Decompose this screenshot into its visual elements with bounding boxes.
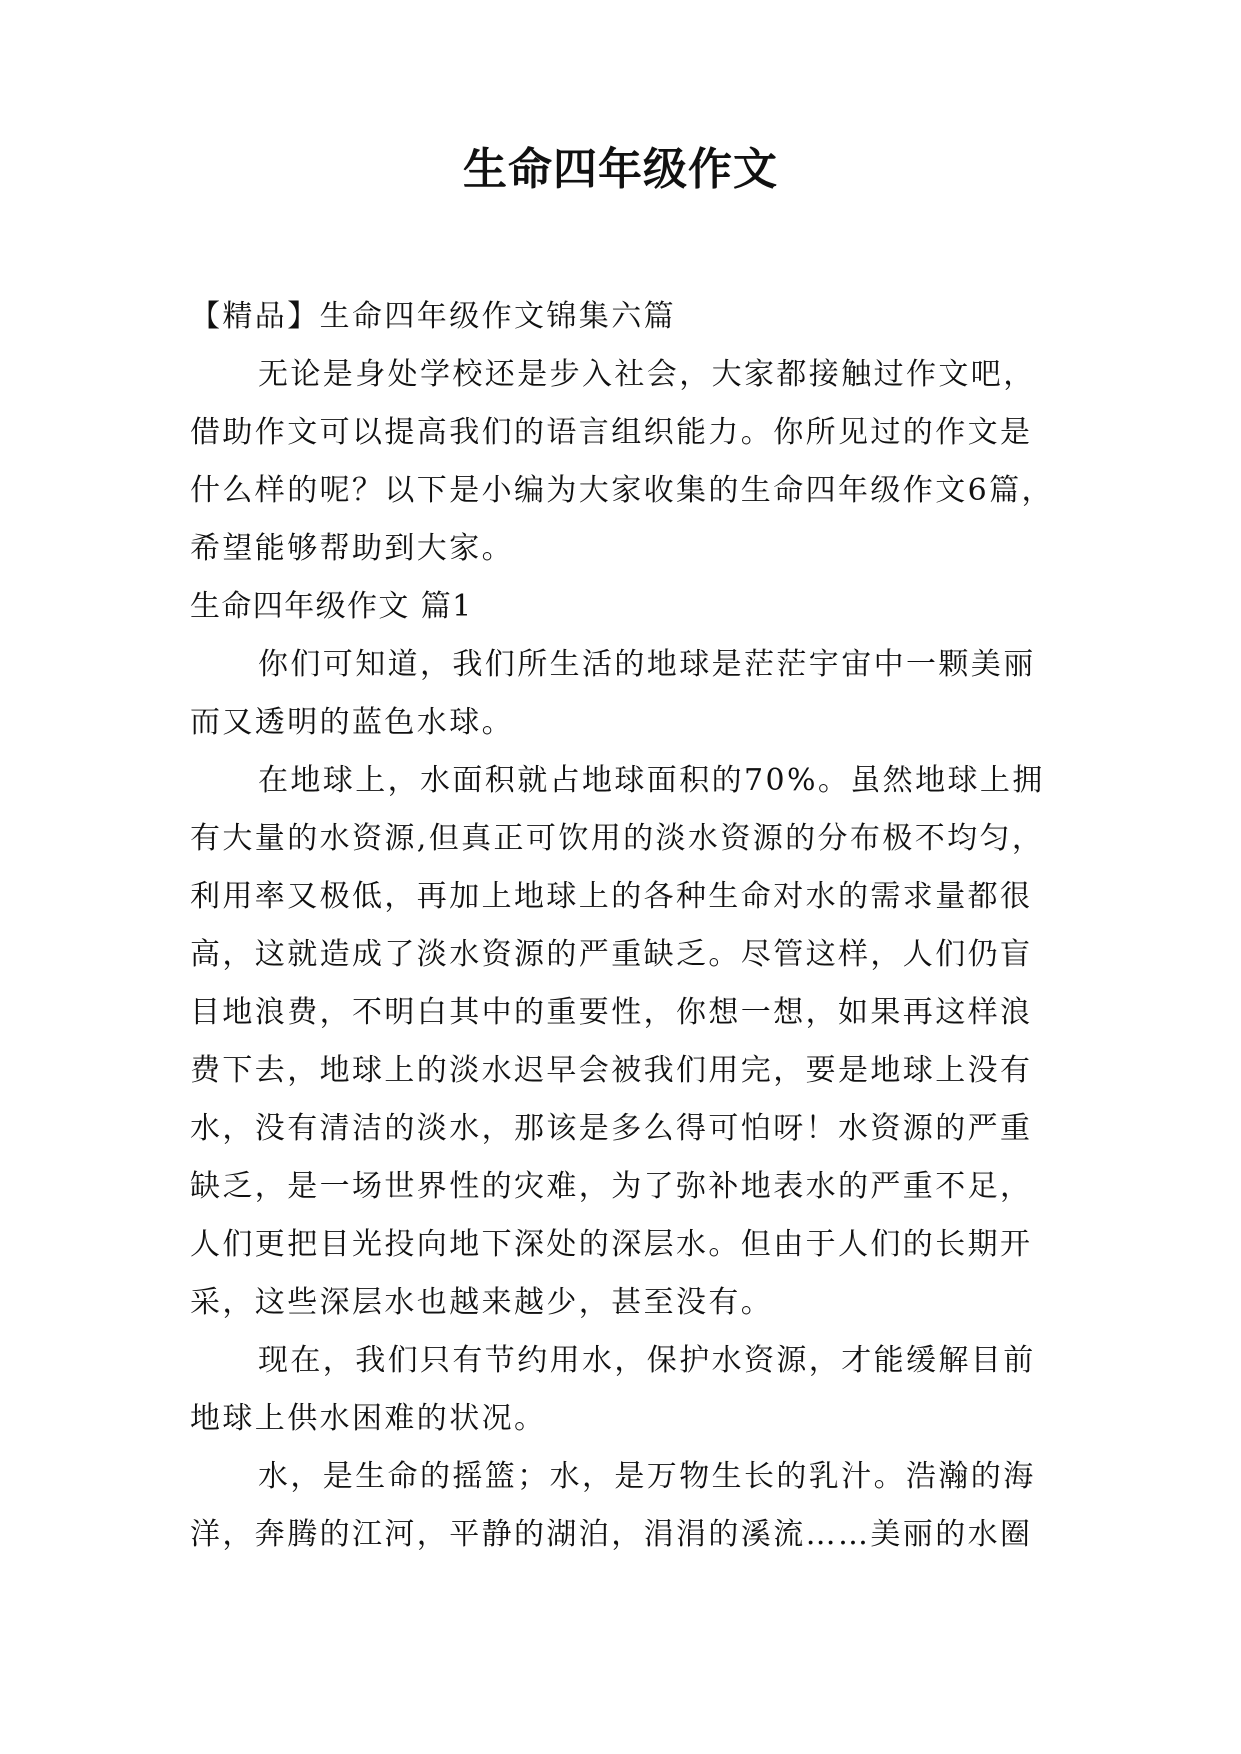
intro-line: 借助作文可以提高我们的语言组织能力。你所见过的作文是 xyxy=(190,415,1033,450)
document-title: 生命四年级作文 xyxy=(463,144,778,195)
paragraph-line: 地球上供水困难的状况。 xyxy=(190,1401,547,1436)
paragraph-1 xyxy=(190,636,1060,752)
paragraph-line: 目地浪费，不明白其中的重要性，你想一想，如果再这样浪 xyxy=(190,995,1033,1030)
paragraph-line: 洋，奔腾的江河，平静的湖泊，涓涓的溪流……美丽的水圈 xyxy=(190,1517,1033,1552)
paragraph-3 xyxy=(190,1332,1060,1448)
document-subtitle: 【精品】生命四年级作文锦集六篇 xyxy=(190,299,676,334)
paragraph-line: 高，这就造成了淡水资源的严重缺乏。尽管这样，人们仍盲 xyxy=(190,937,1033,972)
intro-line: 什么样的呢？以下是小编为大家收集的生命四年级作文6篇， xyxy=(190,473,1054,508)
paragraph-line: 有大量的水资源,但真正可饮用的淡水资源的分布极不均匀， xyxy=(190,821,1045,856)
paragraph-line: 水，是生命的摇篮；水，是万物生长的乳汁。浩瀚的海 xyxy=(258,1459,1036,1494)
document-body xyxy=(190,288,1060,1564)
paragraph-2 xyxy=(190,752,1060,1332)
paragraph-4 xyxy=(190,1448,1060,1564)
paragraph-line: 费下去，地球上的淡水迟早会被我们用完，要是地球上没有 xyxy=(190,1053,1033,1088)
section-heading: 生命四年级作文 篇1 xyxy=(190,589,473,624)
paragraph-line: 你们可知道，我们所生活的地球是茫茫宇宙中一颗美丽 xyxy=(258,647,1036,682)
paragraph-line: 现在，我们只有节约用水，保护水资源，才能缓解目前 xyxy=(258,1343,1036,1378)
intro-line: 希望能够帮助到大家。 xyxy=(190,531,514,566)
paragraph-line: 在地球上，水面积就占地球面积的70%。虽然地球上拥 xyxy=(258,763,1045,798)
paragraph-line: 采，这些深层水也越来越少，甚至没有。 xyxy=(190,1285,774,1320)
paragraph-line: 利用率又极低，再加上地球上的各种生命对水的需求量都很 xyxy=(190,879,1033,914)
intro-paragraph xyxy=(190,346,1060,578)
paragraph-line: 人们更把目光投向地下深处的深层水。但由于人们的长期开 xyxy=(190,1227,1033,1262)
paragraph-line: 而又透明的蓝色水球。 xyxy=(190,705,514,740)
paragraph-line: 缺乏，是一场世界性的灾难，为了弥补地表水的严重不足， xyxy=(190,1169,1033,1204)
paragraph-line: 水，没有清洁的淡水，那该是多么得可怕呀！水资源的严重 xyxy=(190,1111,1033,1146)
intro-line: 无论是身处学校还是步入社会，大家都接触过作文吧， xyxy=(258,357,1036,392)
